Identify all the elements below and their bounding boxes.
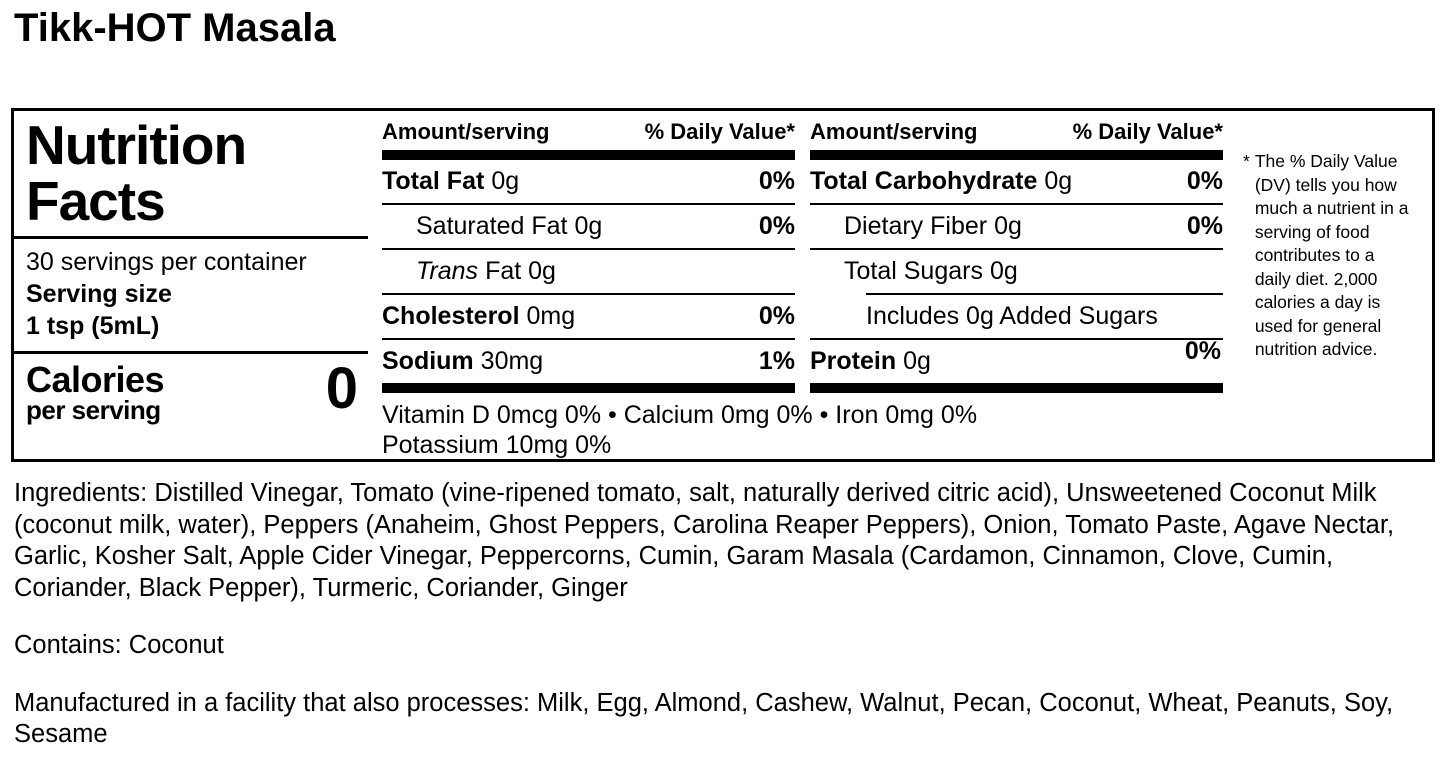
row-saturated-fat — [382, 205, 795, 248]
footnote-text: The % Daily Value (DV) tells you how much a nutrient in a serving of food contributes to a daily diet. 2,000 calories a day is used for general nutrition advice. — [1254, 151, 1409, 359]
row-saturated-fat-label: Saturated Fat 0g — [416, 212, 603, 240]
row-protein-label: Protein 0g — [810, 347, 931, 375]
column2-header — [810, 114, 1223, 150]
nutrient-columns-area — [382, 111, 1223, 459]
row-added-sugars-dv: 0% — [1184, 337, 1221, 365]
daily-value-header: % Daily Value* — [644, 119, 795, 144]
daily-value-header: % Daily Value* — [1072, 119, 1223, 144]
row-cholesterol-label: Cholesterol 0mg — [382, 302, 576, 330]
row-dietary-fiber-dv: 0% — [1186, 212, 1223, 240]
thick-bar — [810, 150, 1223, 160]
product-title: Tikk-HOT Masala — [14, 6, 336, 50]
allergen-and-ingredients-section — [14, 478, 1422, 751]
divider — [14, 236, 368, 239]
nutrition-facts-label — [11, 108, 1435, 462]
row-sodium-label: Sodium 30mg — [382, 347, 544, 375]
facility-statement: Manufactured in a facility that also processes: Milk, Egg, Almond, Cashew, Walnut, Pecan, Coconut, Wheat, Peanuts, Soy, Sesame — [14, 688, 1394, 748]
row-trans-fat-label: Trans Fat 0g — [416, 257, 556, 285]
row-total-sugars — [810, 250, 1223, 293]
footnote-asterisk: * — [1243, 151, 1250, 171]
row-total-fat-label: Total Fat 0g — [382, 167, 520, 195]
row-dietary-fiber-label: Dietary Fiber 0g — [844, 212, 1022, 240]
calories-labels — [26, 359, 165, 425]
divider — [14, 351, 368, 354]
nutrition-facts-heading-line1: Nutrition — [26, 114, 247, 176]
calories-label: Calories — [26, 359, 165, 400]
calories-row — [26, 356, 368, 425]
row-total-fat-dv: 0% — [758, 167, 795, 195]
nutrition-facts-heading-line2: Facts — [26, 170, 165, 232]
servings-per-container: 30 servings per container — [26, 248, 307, 276]
row-added-sugars-label: Includes 0g Added Sugars — [866, 302, 1158, 330]
row-protein — [810, 340, 1223, 383]
amount-serving-header: Amount/serving — [810, 119, 978, 144]
row-sodium-dv: 1% — [758, 347, 795, 375]
column1-header — [382, 114, 795, 150]
thick-bar — [382, 150, 795, 160]
calories-value: 0 — [325, 356, 358, 421]
contains-statement: Contains: Coconut — [14, 631, 224, 659]
micronutrients-line1: Vitamin D 0mcg 0% • Calcium 0mg 0% • Iron 0mg 0% — [382, 401, 978, 429]
nutrient-column-2 — [810, 114, 1223, 393]
row-cholesterol-dv: 0% — [758, 302, 795, 330]
thick-bar — [382, 383, 795, 393]
ingredients-paragraph: Ingredients: Distilled Vinegar, Tomato (vine-ripened tomato, salt, naturally derived citric acid), Unsweetened Coconut Milk (coconut milk, water), Peppers (Anaheim, Ghost Peppers, Carolina Reaper Peppers), Onion, Tomato Paste, Agave Nectar, Garlic, Kosher Salt, Apple Cider Vinegar, Peppercorns, Cumin, Garam Masala (Cardamon, Cinnamon, Clove, Cumin, Coriander, Black Pepper), Turmeric, Coriander, Ginger — [14, 479, 1395, 602]
nutrition-facts-heading — [26, 114, 368, 232]
micronutrients — [382, 400, 1223, 460]
nutrition-facts-left-panel — [14, 111, 382, 459]
serving-size-label: Serving size — [26, 280, 172, 308]
amount-serving-header: Amount/serving — [382, 119, 550, 144]
nutrient-columns — [382, 114, 1223, 393]
row-total-carbohydrate — [810, 160, 1223, 203]
calories-sublabel: per serving — [26, 395, 161, 425]
row-dietary-fiber — [810, 205, 1223, 248]
row-saturated-fat-dv: 0% — [758, 212, 795, 240]
row-total-carbohydrate-dv: 0% — [1186, 167, 1223, 195]
micronutrients-line2: Potassium 10mg 0% — [382, 431, 612, 459]
row-total-carbohydrate-label: Total Carbohydrate 0g — [810, 167, 1073, 195]
row-trans-fat — [382, 250, 795, 293]
nutrient-column-1 — [382, 114, 795, 393]
row-cholesterol — [382, 295, 795, 338]
thick-bar — [810, 383, 1223, 393]
serving-size-value: 1 tsp (5mL) — [26, 312, 160, 340]
row-total-fat — [382, 160, 795, 203]
row-sodium — [382, 340, 795, 383]
daily-value-footnote — [1223, 111, 1432, 459]
row-total-sugars-label: Total Sugars 0g — [844, 257, 1018, 285]
